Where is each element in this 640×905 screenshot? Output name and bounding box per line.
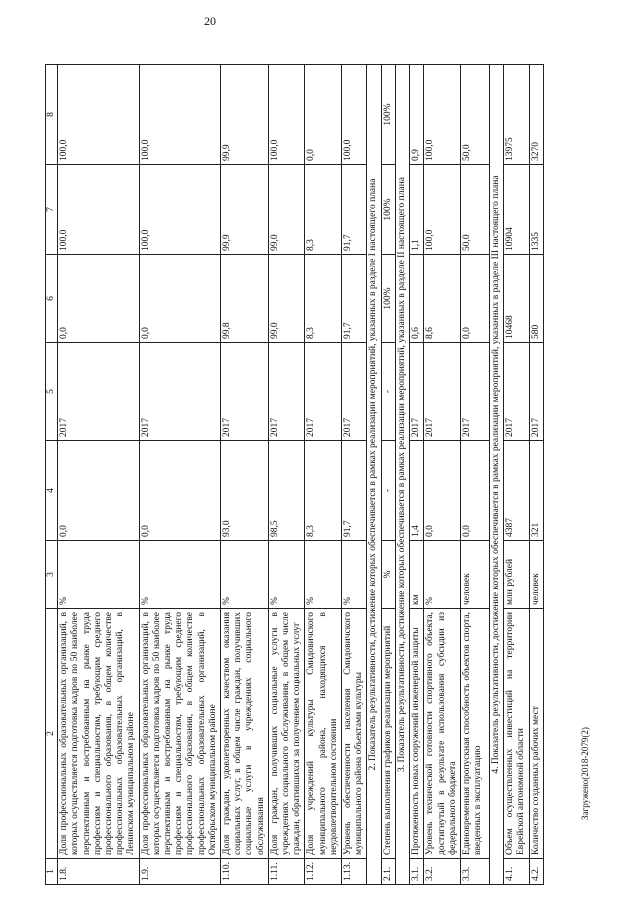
table-row [268,65,305,885]
value-col6: 99,0 [268,255,305,343]
base-value: 93,0 [221,441,269,541]
base-value: - [381,441,395,541]
row-number: 4.1. [504,859,529,885]
value-col6: 0,0 [58,255,139,343]
year: 2017 [424,343,461,441]
year: 2017 [268,343,305,441]
row-number: 3.2. [424,859,461,885]
unit: % [342,541,367,609]
unit: человек [529,541,543,609]
value-col8: 100,0 [424,65,461,165]
value-col8: 0,0 [305,65,342,165]
section-header-row [367,65,381,885]
value-col7: 10904 [504,165,529,255]
base-value: 98,5 [268,441,305,541]
indicator-text: Единовременная пропускная способность объектов спорта, введенных в эксплуатацию [460,609,489,859]
header-cell: 7 [46,165,58,255]
year: 2017 [221,343,269,441]
indicator-text: Протяженность новых сооружений инженерной защиты [410,609,424,859]
value-col6: 99,8 [221,255,269,343]
rotated-table-container [45,65,635,885]
row-number: 1.11. [268,859,305,885]
value-col7: 91,7 [342,165,367,255]
indicator-text: Доля профессиональных образовательных организаций, в которых осуществляется подготовка кадров по 50 наиболее перспективным и востребованным на рынке труда профессиям и специальностям, требующим среднего профессионального образования, в общем количестве профессиональных образовательных организаций, в Октябрьском муниципальном районе [139,609,220,859]
table-row [342,65,367,885]
value-col8: 100,0 [342,65,367,165]
indicator-text: Доля граждан, удовлетворенных качеством оказания социальных услуг, в общем числе граждан, получивших социальные услуги в учреждениях социального обслуживания [221,609,269,859]
row-number: 1.13. [342,859,367,885]
value-col6: 8,6 [424,255,461,343]
indicator-text: Степень выполнения графиков реализации мероприятий [381,609,395,859]
table-row [529,65,543,885]
value-col8: 100,0 [58,65,139,165]
base-value: 0,0 [58,441,139,541]
section-title: 2. Показатель результативности, достижение которых обеспечивается в рамках реализации мероприятий, указанных в разделе I настоящего плана [367,65,381,885]
row-number: 1.12. [305,859,342,885]
header-cell: 1 [46,859,58,885]
value-col6: 580 [529,255,543,343]
indicator-text: Доля учреждений культуры Смидовичского муниципального района, находящихся в неудовлетворительном состоянии [305,609,342,859]
year: 2017 [342,343,367,441]
table-row [221,65,269,885]
table-row [58,65,139,885]
value-col6: 0,0 [139,255,220,343]
indicator-text: Уровень обеспеченности населения Смидовичского муниципального района объектами культуры [342,609,367,859]
indicators-table [45,64,544,885]
value-col7: 99,9 [221,165,269,255]
row-number: 1.8. [58,859,139,885]
year: 2017 [139,343,220,441]
table-row [410,65,424,885]
header-row [46,65,58,885]
header-cell: 6 [46,255,58,343]
header-cell: 2 [46,609,58,859]
unit: человек [460,541,489,609]
indicator-text: Количество созданных рабочих мест [529,609,543,859]
value-col8: 0,9 [410,65,424,165]
table-row [305,65,342,885]
header-cell: 4 [46,441,58,541]
table-row [460,65,489,885]
unit: % [305,541,342,609]
year: 2017 [460,343,489,441]
table-row [424,65,461,885]
value-col8: 3270 [529,65,543,165]
indicator-text: Доля граждан, получивших социальные услуги в учреждениях социального обслуживания, в общем числе граждан, обратившихся за получением социальных услуг [268,609,305,859]
unit: % [424,541,461,609]
value-col7: 100,0 [58,165,139,255]
header-cell: 5 [46,343,58,441]
unit: % [221,541,269,609]
value-col8: 13975 [504,65,529,165]
value-col8: 99,9 [221,65,269,165]
value-col7: 100% [381,165,395,255]
value-col7: 1335 [529,165,543,255]
row-number: 3.3. [460,859,489,885]
value-col6: 100% [381,255,395,343]
base-value: 0,0 [460,441,489,541]
unit: % [58,541,139,609]
base-value: 0,0 [424,441,461,541]
header-cell: 3 [46,541,58,609]
row-number: 1.9. [139,859,220,885]
value-col7: 99,0 [268,165,305,255]
section-header-row [395,65,409,885]
page-number: 20 [204,14,216,28]
row-number: 1.10. [221,859,269,885]
value-col7: 8,3 [305,165,342,255]
base-value: 8,3 [305,441,342,541]
base-value: 0,0 [139,441,220,541]
section-header-row [489,65,503,885]
row-number: 3.1. [410,859,424,885]
value-col6: 91,7 [342,255,367,343]
indicator-text: Объем осуществленных инвестиций на территории Еврейской автономной области [504,609,529,859]
section-title: 4. Показатель результативности, достижение которых обеспечивается в рамках реализации мероприятий, указанных в разделе III настоящего плана [489,65,503,885]
year: 2017 [410,343,424,441]
year: 2017 [529,343,543,441]
value-col7: 100,0 [139,165,220,255]
value-col8: 100,0 [268,65,305,165]
unit: км [410,541,424,609]
indicator-text: Доля профессиональных образовательных организаций, в которых осуществляется подготовка кадров по 50 наиболее перспективным и востребованным на рынке труда профессиям и специальностям, требующим среднего профессионального образования, в общем количестве профессиональных образовательных организаций, в Ленинском муниципальном районе [58,609,139,859]
header-cell: 8 [46,65,58,165]
unit: % [139,541,220,609]
base-value: 1,4 [410,441,424,541]
value-col8: 50,0 [460,65,489,165]
value-col8: 100% [381,65,395,165]
unit: млн рублей [504,541,529,609]
year: - [381,343,395,441]
row-number: 4.2. [529,859,543,885]
value-col7: 1,1 [410,165,424,255]
table-row [504,65,529,885]
base-value: 4387 [504,441,529,541]
base-value: 91,7 [342,441,367,541]
row-number: 2.1. [381,859,395,885]
value-col6: 8,3 [305,255,342,343]
value-col8: 100,0 [139,65,220,165]
base-value: 321 [529,441,543,541]
footer-note: Загружено(2018-2079(2) [580,727,590,820]
value-col7: 50,0 [460,165,489,255]
section-title: 3. Показатель результативности, достижение которых обеспечивается в рамках реализации мероприятий, указанных в разделе II настоящего плана [395,65,409,885]
value-col6: 10468 [504,255,529,343]
table-row [381,65,395,885]
year: 2017 [58,343,139,441]
year: 2017 [305,343,342,441]
unit: % [268,541,305,609]
year: 2017 [504,343,529,441]
unit: % [381,541,395,609]
table-row [139,65,220,885]
value-col6: 0,0 [460,255,489,343]
value-col6: 0,6 [410,255,424,343]
value-col7: 100,0 [424,165,461,255]
indicator-text: Уровень технической готовности спортивного объекта, достигнутый в результате использования субсидии из федерального бюджета [424,609,461,859]
